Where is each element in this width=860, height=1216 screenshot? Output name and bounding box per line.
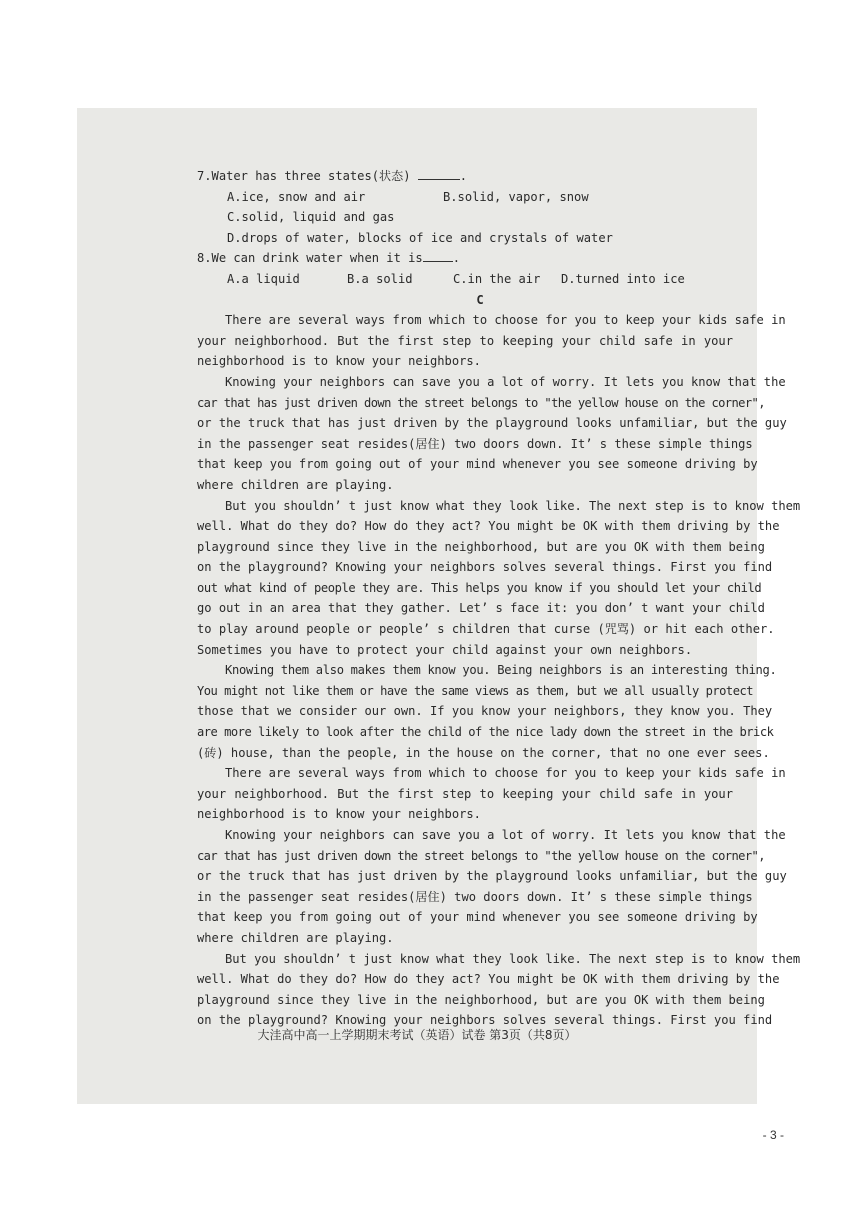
passage-line: or the truck that has just driven by the playground looks unfamiliar, but the guy bbox=[197, 869, 787, 884]
page-number: - 3 - bbox=[762, 1128, 784, 1142]
q7-option-b: B.solid, vapor, snow bbox=[443, 189, 589, 204]
passage-line: There are several ways from which to choose for you to keep your kids safe in bbox=[225, 313, 786, 328]
section-letter: C bbox=[476, 292, 484, 307]
q8-blank bbox=[423, 249, 453, 262]
q7-stem: 7.Water has three states(状态) . bbox=[197, 169, 468, 183]
q7-stem-text: 7.Water has three states(状态) bbox=[197, 169, 411, 183]
passage-line: You might not like them or have the same views as them, but we all usually protect bbox=[197, 683, 754, 698]
q8-option-d: D.turned into ice bbox=[561, 271, 685, 286]
passage-line: go out in an area that they gather. Let’ s face it: you don’ t want your child bbox=[197, 601, 765, 616]
passage-line: neighborhood is to know your neighbors. bbox=[197, 807, 481, 822]
passage-line: Knowing your neighbors can save you a lot of worry. It lets you know that the bbox=[225, 828, 786, 842]
passage-line: But you shouldn’ t just know what they look like. The next step is to know them bbox=[225, 498, 801, 513]
passage-line: Knowing your neighbors can save you a lot of worry. It lets you know that the bbox=[225, 374, 786, 389]
q7-option-a: A.ice, snow and air bbox=[227, 189, 366, 204]
passage-line: your neighborhood. But the first step to keeping your child safe in your bbox=[197, 333, 733, 348]
q7-blank bbox=[418, 167, 460, 180]
passage-line: neighborhood is to know your neighbors. bbox=[197, 354, 481, 369]
passage-line: Sometimes you have to protect your child against your own neighbors. bbox=[197, 642, 693, 657]
passage-line: to play around people or people’ s children that curse (咒骂) or hit each other. bbox=[197, 622, 775, 637]
passage-line: out what kind of people they are. This helps you know if you should let your child bbox=[197, 580, 762, 595]
q8-option-a: A.a liquid bbox=[227, 271, 300, 286]
q7-option-d: D.drops of water, blocks of ice and crystals of water bbox=[227, 230, 613, 245]
q8-option-b: B.a solid bbox=[347, 271, 413, 286]
q8-option-c: C.in the air bbox=[453, 271, 541, 286]
passage-line: that keep you from going out of your mind whenever you see someone driving by bbox=[197, 457, 758, 472]
passage-line: are more likely to look after the child of the nice lady down the street in the brick bbox=[197, 725, 774, 740]
passage-line: those that we consider our own. If you know your neighbors, they know you. They bbox=[197, 704, 773, 719]
passage-line: Knowing them also makes them know you. Being neighbors is an interesting thing. bbox=[225, 663, 777, 678]
passage-line: well. What do they do? How do they act? You might be OK with them driving by the bbox=[197, 972, 780, 987]
passage-line: where children are playing. bbox=[197, 477, 394, 492]
passage-line: that keep you from going out of your mind whenever you see someone driving by bbox=[197, 910, 758, 925]
passage-line: where children are playing. bbox=[197, 930, 394, 945]
passage-line: on the playground? Knowing your neighbors solves several things. First you find bbox=[197, 560, 773, 575]
page-footer: 大洼高中高一上学期期末考试（英语）试卷 第3页（共8页） bbox=[257, 1028, 577, 1042]
passage-line: car that has just driven down the street belongs to "the yellow house on the corner", bbox=[197, 395, 765, 410]
passage-line: (砖) house, than the people, in the house on the corner, that no one ever sees. bbox=[197, 745, 770, 760]
passage-line: But you shouldn’ t just know what they look like. The next step is to know them bbox=[225, 951, 801, 966]
passage-line: in the passenger seat resides(居住) two doors down. It’ s these simple things bbox=[197, 436, 753, 451]
q7-options-ab bbox=[197, 187, 733, 208]
scanned-page bbox=[77, 108, 801, 1104]
passage-line: There are several ways from which to choose for you to keep your kids safe in bbox=[225, 766, 786, 781]
passage-line: car that has just driven down the street belongs to "the yellow house on the corner", bbox=[197, 848, 765, 863]
passage-line: well. What do they do? How do they act? You might be OK with them driving by the bbox=[197, 519, 780, 534]
q8-stem: 8.We can drink water when it is . bbox=[197, 251, 460, 266]
q8-stem-text: 8.We can drink water when it is bbox=[197, 251, 423, 266]
q8-options bbox=[197, 269, 733, 290]
passage-line: playground since they live in the neighborhood, but are you OK with them being bbox=[197, 539, 765, 554]
passage-line: on the playground? Knowing your neighbors solves several things. First you find bbox=[197, 1013, 773, 1028]
passage-line: playground since they live in the neighborhood, but are you OK with them being bbox=[197, 992, 765, 1007]
q7-option-c: C.solid, liquid and gas bbox=[227, 210, 395, 225]
passage-line: in the passenger seat resides(居住) two doors down. It’ s these simple things bbox=[197, 889, 753, 904]
passage-line: your neighborhood. But the first step to keeping your child safe in your bbox=[197, 786, 733, 801]
passage-line: or the truck that has just driven by the playground looks unfamiliar, but the guy bbox=[197, 416, 787, 431]
page-text bbox=[197, 166, 801, 1031]
